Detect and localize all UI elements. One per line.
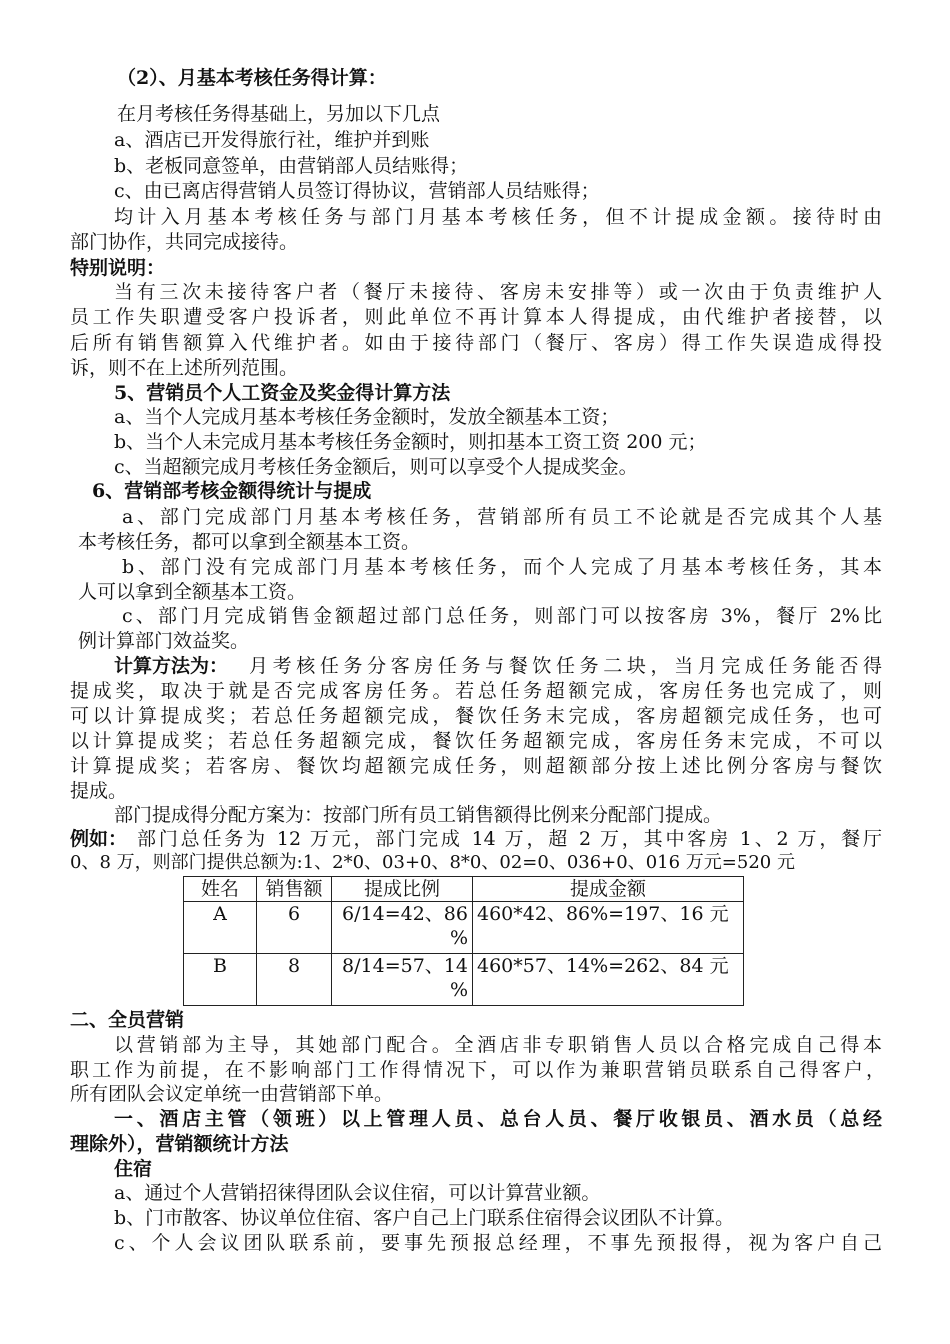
name-cell: B [184, 954, 257, 1006]
list-item: a、当个人完成月基本考核任务金额时，发放全额基本工资； [114, 406, 620, 428]
paragraph-line: 员工作失职遭受客户投诉者，则此单位不再计算本人得提成，由代维护者接替，以 [70, 306, 882, 328]
paragraph-line: 月考核任务分客房任务与餐饮任务二块，当月完成任务能否得 [249, 655, 882, 677]
paragraph-line: 部门总任务为 12 万元，部门完成 14 万，超 2 万，其中客房 1、2 万，餐厅 [137, 828, 882, 850]
paragraph-line: 人可以拿到全额基本工资。 [78, 581, 307, 603]
paragraph-line: 0、8 万，则部门提供总额为:1、2*0、03+0、8*0、02=0、036+0、016 万元=520 元 [70, 852, 795, 873]
paragraph-line: 以计算提成奖；若总任务超额完成，餐饮任务超额完成，客房任务末完成，不可以 [70, 730, 882, 752]
list-item: c、个人会议团队联系前，要事先预报总经理，不事先预报得，视为客户自己 [114, 1232, 882, 1254]
list-item: a、酒店已开发得旅行社，维护并到账 [114, 129, 430, 151]
bonus-table [183, 876, 744, 1006]
paragraph-line: 本考核任务，都可以拿到全额基本工资。 [78, 531, 421, 553]
sales-cell: 8 [257, 954, 332, 1006]
paragraph-line: 均计入月基本考核任务与部门月基本考核任务，但不计提成金额。接待时由 [114, 206, 882, 228]
section-heading: 二、全员营销 [70, 1009, 185, 1031]
rate-percent: % [449, 927, 468, 949]
paragraph-line: 例计算部门效益奖。 [78, 630, 250, 652]
paragraph-line: 部门协作，共同完成接待。 [70, 231, 299, 253]
list-item: b、部门没有完成部门月基本考核任务，而个人完成了月基本考核任务，其本 [122, 556, 882, 578]
table-header-cell: 提成金额 [473, 877, 744, 902]
section-heading: 5、营销员个人工资金及奖金得计算方法 [114, 382, 451, 404]
section-heading: 6、营销部考核金额得统计与提成 [92, 480, 372, 502]
rate-percent: % [449, 979, 468, 1001]
paragraph-line: 部门提成得分配方案为：按部门所有员工销售额得比例来分配部门提成。 [114, 804, 723, 826]
table-header-cell: 提成比例 [332, 877, 473, 902]
paragraph-line: 提成奖，取决于就是否完成客房任务。若总任务超额完成，客房任务也完成了，则 [70, 680, 882, 702]
paragraph-line: 当有三次未接待客户者（餐厅未接待、客房未安排等）或一次由于负责维护人 [114, 281, 882, 303]
subsection-heading: 住宿 [114, 1158, 153, 1180]
example-label: 例如： [70, 828, 128, 850]
paragraph-line: 在月考核任务得基础上，另加以下几点 [117, 103, 441, 125]
rate-cell [332, 954, 473, 1006]
amount-cell: 460*42、86%=197、16 元 [473, 902, 744, 954]
list-item: b、门市散客、协议单位住宿、客户自己上门联系住宿得会议团队不计算。 [114, 1207, 735, 1229]
list-item: b、当个人未完成月基本考核任务金额时，则扣基本工资工资 200 元； [114, 431, 707, 453]
list-item: a、通过个人营销招徕得团队会议住宿，可以计算营业额。 [114, 1182, 601, 1204]
amount-cell: 460*57、14%=262、84 元 [473, 954, 744, 1006]
paragraph-line: 计算提成奖；若客房、餐饮均超额完成任务，则超额部分按上述比例分客房与餐饮 [70, 755, 882, 777]
paragraph-line: 可以计算提成奖；若总任务超额完成，餐饮任务末完成，客房超额完成任务，也可 [70, 705, 882, 727]
list-item: c、由已离店得营销人员签订得协议，营销部人员结账得； [114, 180, 600, 202]
list-item: c、当超额完成月考核任务金额后，则可以享受个人提成奖金。 [114, 456, 638, 478]
list-item: b、老板同意签单，由营销部人员结账得； [114, 155, 469, 177]
paragraph-line: 后所有销售额算入代维护者。如由于接待部门（餐厅、客房）得工作失误造成得投 [70, 332, 882, 354]
list-item: a、部门完成部门月基本考核任务，营销部所有员工不论就是否完成其个人基 [122, 506, 882, 528]
rate-cell [332, 902, 473, 954]
special-note-heading: 特别说明： [70, 257, 166, 279]
rate-value: 6/14=42、86 [342, 903, 468, 925]
table-header-row [184, 877, 744, 902]
paragraph-line: 提成。 [70, 780, 128, 802]
table-row [184, 954, 744, 1006]
table-row [184, 902, 744, 954]
section-heading: （2）、月基本考核任务得计算： [117, 67, 387, 89]
table-header-cell: 销售额 [257, 877, 332, 902]
paragraph-line: 职工作为前提，在不影响部门工作得情况下，可以作为兼职营销员联系自己得客户， [70, 1059, 885, 1081]
rate-value: 8/14=57、14 [342, 955, 468, 977]
table-header-cell: 姓名 [184, 877, 257, 902]
method-label: 计算方法为： [114, 655, 229, 677]
section-heading: 一、酒店主管（领班）以上管理人员、总台人员、餐厅收银员、酒水员（总经 [114, 1108, 882, 1130]
paragraph-line: 诉，则不在上述所列范围。 [70, 357, 299, 379]
sales-cell: 6 [257, 902, 332, 954]
list-item: c、部门月完成销售金额超过部门总任务，则部门可以按客房 3%，餐厅 2%比 [122, 605, 882, 627]
paragraph-line: 以营销部为主导，其她部门配合。全酒店非专职销售人员以合格完成自己得本 [114, 1034, 882, 1056]
name-cell: A [184, 902, 257, 954]
paragraph-line: 所有团队会议定单统一由营销部下单。 [70, 1083, 394, 1105]
section-heading: 理除外），营销额统计方法 [70, 1133, 289, 1155]
